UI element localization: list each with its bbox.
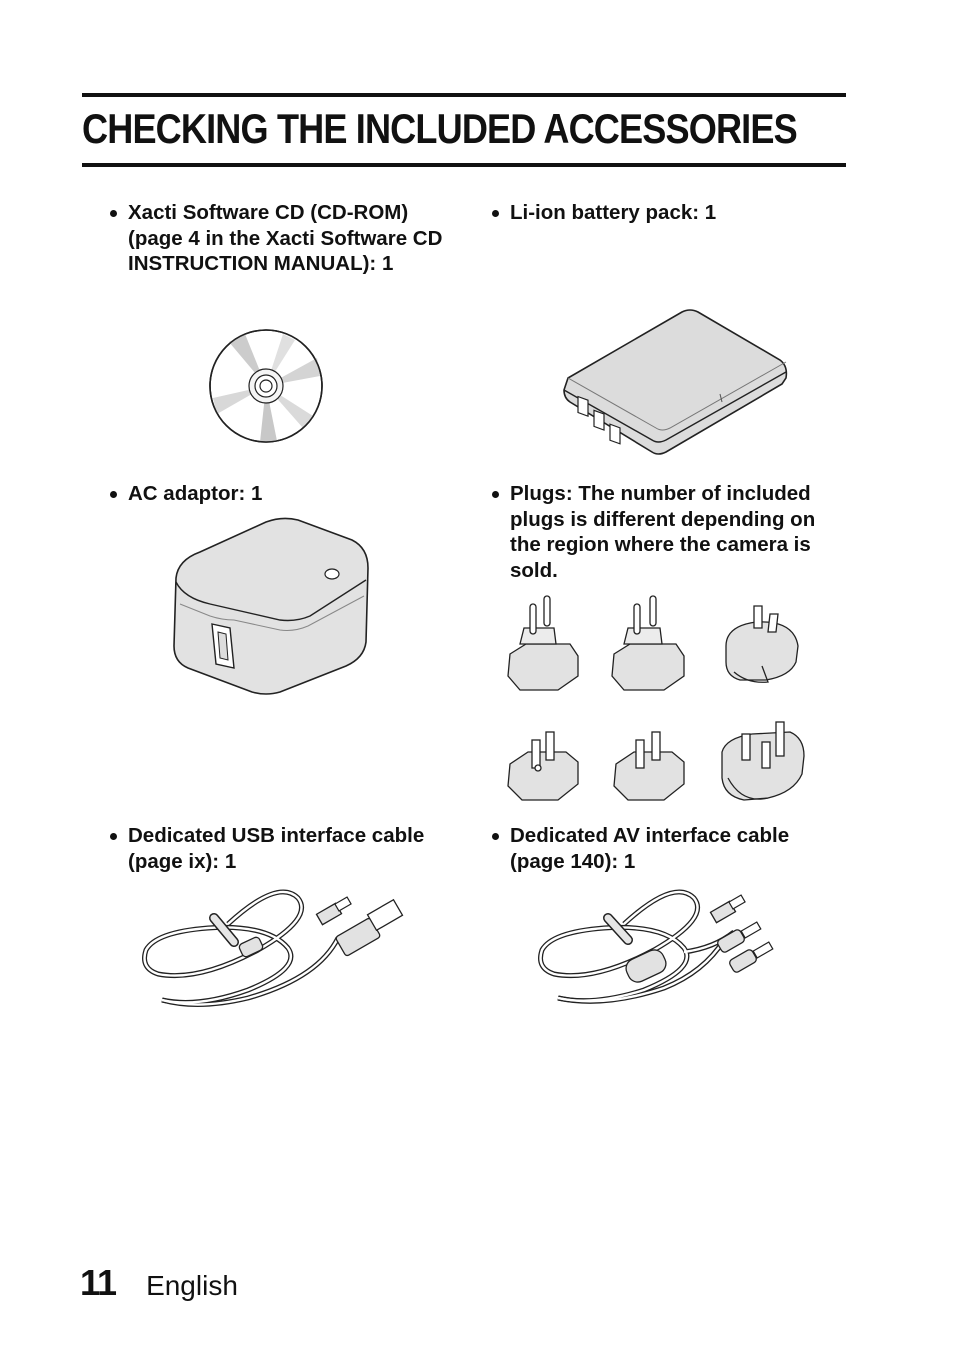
page-footer	[80, 1262, 238, 1304]
accessory-label: Plugs: The number of included plugs is different depending on the region where the camera is sold.	[490, 481, 840, 583]
av-cable-icon	[534, 878, 778, 1010]
accessory-label: Li-ion battery pack: 1	[490, 200, 840, 226]
accessory-item-ac-adaptor	[108, 481, 448, 507]
accessory-label: Dedicated AV interface cable (page 140): 1	[490, 823, 840, 874]
plug-euro-1	[508, 596, 578, 690]
accessory-label: Xacti Software CD (CD-ROM) (page 4 in the Xacti Software CD INSTRUCTION MANUAL): 1	[108, 200, 448, 277]
title-block	[82, 93, 846, 167]
accessory-label: Dedicated USB interface cable (page ix): 1	[108, 823, 448, 874]
usb-cable-icon	[138, 878, 410, 1016]
battery-pack-icon	[560, 306, 792, 458]
plug-uk	[722, 722, 804, 800]
cd-rom-icon	[205, 328, 327, 446]
title-rule-bottom	[82, 163, 846, 167]
accessory-item-cd	[108, 200, 448, 277]
plug-usa-1	[508, 732, 578, 800]
plug-euro-2	[612, 596, 684, 690]
plug-usa-2	[614, 732, 684, 800]
page-title: CHECKING THE INCLUDED ACCESSORIES	[82, 105, 797, 152]
page-number: 11	[80, 1262, 117, 1303]
accessory-item-av-cable	[490, 823, 840, 874]
accessory-item-plugs	[490, 481, 840, 583]
accessory-item-usb-cable	[108, 823, 448, 874]
accessory-item-battery	[490, 200, 840, 226]
accessory-label: AC adaptor: 1	[108, 481, 448, 507]
page-language: English	[146, 1270, 238, 1301]
ac-adaptor-icon	[170, 512, 372, 698]
plug-adapters-icon	[500, 592, 812, 808]
plug-australia	[726, 606, 798, 682]
